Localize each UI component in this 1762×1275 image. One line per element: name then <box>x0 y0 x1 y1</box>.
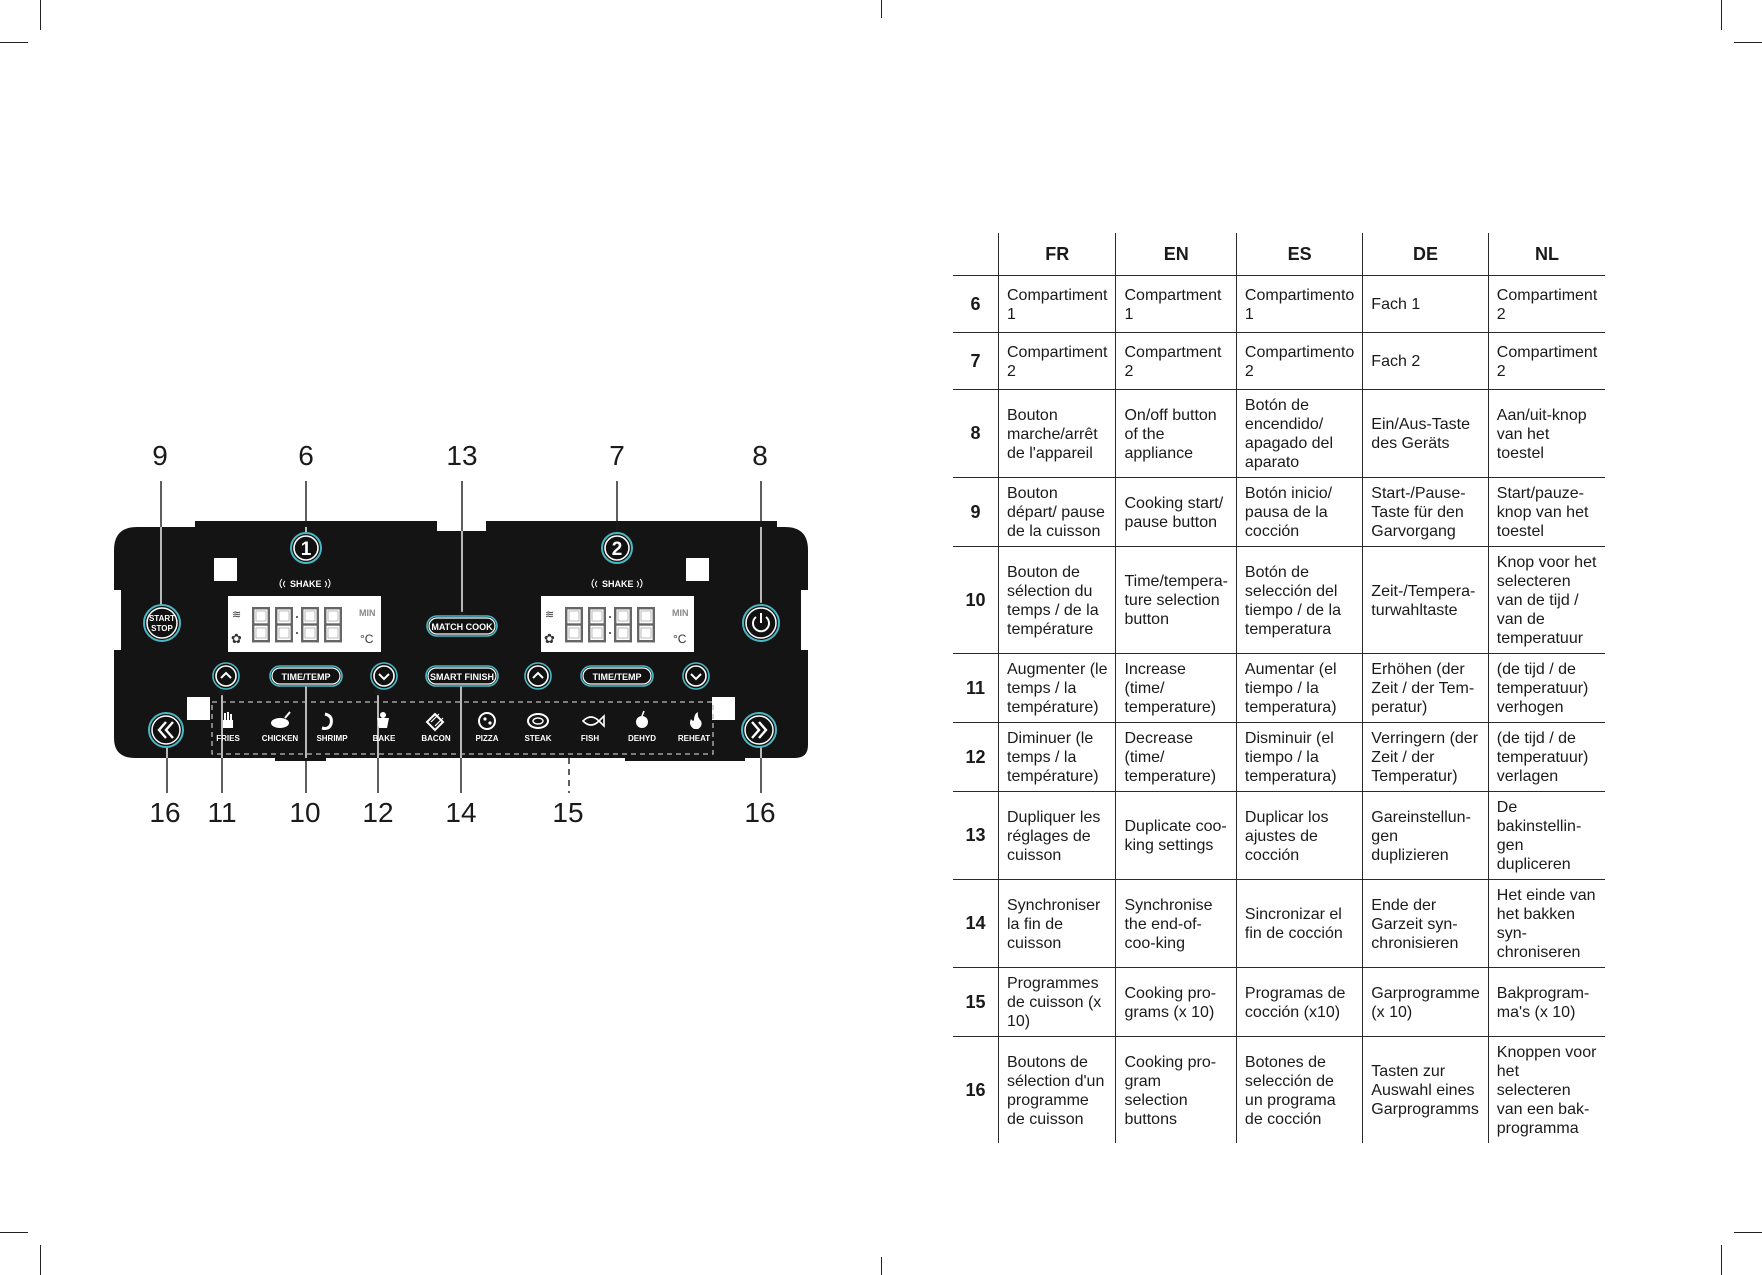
zone-2-badge[interactable] <box>602 533 632 563</box>
control-panel-diagram <box>0 0 880 1275</box>
table-cell: (de tijd / de temperatuur) verlagen <box>1488 723 1605 792</box>
table-cell: Cooking pro-grams (x 10) <box>1116 968 1236 1037</box>
table-header-nl: NL <box>1488 233 1605 276</box>
table-cell: Zeit-/Tempera-turwahltaste <box>1363 547 1488 654</box>
callout-16-left: 16 <box>149 797 181 828</box>
row-number: 7 <box>953 333 999 390</box>
indicator-square <box>712 697 735 720</box>
crop-mark <box>1721 1245 1722 1275</box>
crop-mark <box>1734 1232 1762 1233</box>
svg-text:≋: ≋ <box>545 609 555 621</box>
svg-text:°C: °C <box>673 632 687 646</box>
callout-7: 7 <box>609 440 625 471</box>
svg-text:2: 2 <box>611 539 623 560</box>
start-stop-button[interactable] <box>144 605 180 641</box>
table-cell: Programas de cocción (x10) <box>1236 968 1362 1037</box>
table-cell: Bouton départ/ pause de la cuisson <box>999 478 1116 547</box>
table-cell: Synchroniser la fin de cuisson <box>999 880 1116 968</box>
table-row <box>953 880 1605 968</box>
table-cell: Augmenter (le temps / la température) <box>999 654 1116 723</box>
table-header-corner <box>953 233 999 276</box>
table-header-row <box>953 233 1605 276</box>
table-cell: Time/tempera-ture selection button <box>1116 547 1236 654</box>
table-row <box>953 968 1605 1037</box>
table-cell: Garprogramme (x 10) <box>1363 968 1488 1037</box>
callout-14: 14 <box>445 797 477 828</box>
table-row <box>953 547 1605 654</box>
row-number: 12 <box>953 723 999 792</box>
table-cell: Compartiment 2 <box>999 333 1116 390</box>
table-cell: Aan/uit-knop van het toestel <box>1488 390 1605 478</box>
table-cell: Dupliquer les réglages de cuisson <box>999 792 1116 880</box>
table-cell: Gareinstellun-gen duplizieren <box>1363 792 1488 880</box>
table-header-es: ES <box>1236 233 1362 276</box>
table-cell: Knop voor het selecteren van de tijd / van de temperatuur <box>1488 547 1605 654</box>
table-cell: Diminuer (le temps / la température) <box>999 723 1116 792</box>
program-label[interactable]: BAKE <box>372 734 396 743</box>
table-cell: Bakprogram-ma's (x 10) <box>1488 968 1605 1037</box>
svg-text:1: 1 <box>300 539 312 560</box>
time-temp-button-2[interactable] <box>581 666 653 686</box>
svg-text:≋: ≋ <box>232 609 242 621</box>
row-number: 14 <box>953 880 999 968</box>
svg-text:TIME/TEMP: TIME/TEMP <box>592 672 642 682</box>
callout-12: 12 <box>362 797 394 828</box>
fries-icon <box>223 712 233 728</box>
table-cell: Ein/Aus-Taste des Geräts <box>1363 390 1488 478</box>
table-cell: Fach 1 <box>1363 276 1488 333</box>
indicator-square <box>187 697 210 720</box>
table-cell: Increase (time/ temperature) <box>1116 654 1236 723</box>
callout-6: 6 <box>298 440 314 471</box>
table-cell: Botón inicio/ pausa de la cocción <box>1236 478 1362 547</box>
svg-text:START: START <box>148 614 176 623</box>
table-header-fr: FR <box>999 233 1116 276</box>
table-cell: Compartiment 2 <box>1488 276 1605 333</box>
row-number: 8 <box>953 390 999 478</box>
callout-16-right: 16 <box>744 797 776 828</box>
table-cell: Verringern (der Zeit / der Temperatur) <box>1363 723 1488 792</box>
indicator-square <box>686 558 709 581</box>
crop-mark <box>881 0 882 18</box>
table-cell: Erhöhen (der Zeit / der Tem-peratur) <box>1363 654 1488 723</box>
table-cell: Synchronise the end-of-coo-king <box>1116 880 1236 968</box>
callout-11: 11 <box>207 797 237 828</box>
crop-mark <box>881 1257 882 1275</box>
match-cook-button[interactable] <box>427 616 497 636</box>
program-label[interactable]: FRIES <box>216 734 240 743</box>
display-zone-1 <box>228 596 381 652</box>
table-row <box>953 390 1605 478</box>
table-cell: De bakinstellin-gen dupliceren <box>1488 792 1605 880</box>
crop-mark <box>1734 42 1762 43</box>
table-row <box>953 1037 1605 1144</box>
table-cell: Disminuir (el tiempo / la temperatura) <box>1236 723 1362 792</box>
display-zone-2 <box>541 596 694 652</box>
callout-8: 8 <box>752 440 768 471</box>
table-cell: Botón de encendido/ apagado del aparato <box>1236 390 1362 478</box>
program-prev-button[interactable] <box>149 713 183 747</box>
table-cell: Programmes de cuisson (x 10) <box>999 968 1116 1037</box>
table-cell: Start-/Pause-Taste für den Garvorgang <box>1363 478 1488 547</box>
row-number: 16 <box>953 1037 999 1144</box>
table-cell: Cooking pro-gram selection buttons <box>1116 1037 1236 1144</box>
table-cell: Duplicar los ajustes de cocción <box>1236 792 1362 880</box>
program-label[interactable]: STEAK <box>524 734 552 743</box>
decrease-button-2[interactable] <box>683 663 709 689</box>
table-cell: Compartimento 1 <box>1236 276 1362 333</box>
row-number: 9 <box>953 478 999 547</box>
crop-mark <box>1721 0 1722 30</box>
table-cell: Ende der Garzeit syn-chronisieren <box>1363 880 1488 968</box>
table-cell: On/off button of the appliance <box>1116 390 1236 478</box>
time-temp-button-1[interactable] <box>270 666 342 686</box>
callout-15: 15 <box>552 797 584 828</box>
program-label[interactable]: CHICKEN <box>261 734 299 743</box>
row-number: 11 <box>953 654 999 723</box>
callout-9: 9 <box>152 440 168 471</box>
table-row <box>953 276 1605 333</box>
table-cell: Compartiment 1 <box>999 276 1116 333</box>
table-cell: (de tijd / de temperatuur) verhogen <box>1488 654 1605 723</box>
program-label[interactable]: REHEAT <box>677 734 711 743</box>
table-row <box>953 333 1605 390</box>
program-label[interactable]: BACON <box>421 734 451 743</box>
table-cell: Bouton marche/arrêt de l'appareil <box>999 390 1116 478</box>
table-cell: Boutons de sélection d'un programme de cuisson <box>999 1037 1116 1144</box>
table-cell: Fach 2 <box>1363 333 1488 390</box>
table-cell: Knoppen voor het selecteren van een bak-programma <box>1488 1037 1605 1144</box>
table-cell: Compartiment 2 <box>1488 333 1605 390</box>
svg-text:°C: °C <box>360 632 374 646</box>
table-header-en: EN <box>1116 233 1236 276</box>
fan-icon: ✿ <box>231 632 242 647</box>
table-cell: Duplicate coo-king settings <box>1116 792 1236 880</box>
row-number: 15 <box>953 968 999 1037</box>
shake-label-2: SHAKE <box>602 579 634 589</box>
table-cell: Sincronizar el fin de cocción <box>1236 880 1362 968</box>
table-cell: Decrease (time/ temperature) <box>1116 723 1236 792</box>
svg-text:TIME/TEMP: TIME/TEMP <box>281 672 331 682</box>
zone-1-badge[interactable] <box>291 533 321 563</box>
table-cell: Compartimento 2 <box>1236 333 1362 390</box>
increase-button-2[interactable] <box>525 663 551 689</box>
table-cell: Botón de selección del tiempo / de la temperatura <box>1236 547 1362 654</box>
svg-text:MIN: MIN <box>672 608 689 618</box>
program-label[interactable]: SHRIMP <box>316 734 348 743</box>
table-cell: Aumentar (el tiempo / la temperatura) <box>1236 654 1362 723</box>
program-label[interactable]: FISH <box>580 734 600 743</box>
table-row <box>953 654 1605 723</box>
table-cell: Botones de selección de un programa de cocción <box>1236 1037 1362 1144</box>
table-cell: Compartment 2 <box>1116 333 1236 390</box>
table-row <box>953 478 1605 547</box>
row-number: 6 <box>953 276 999 333</box>
table-cell: Bouton de sélection du temps / de la température <box>999 547 1116 654</box>
callout-13: 13 <box>446 440 478 471</box>
table-cell: Het einde van het bakken syn-chroniseren <box>1488 880 1605 968</box>
program-next-button[interactable] <box>742 713 776 747</box>
table-cell: Start/pauze-knop van het toestel <box>1488 478 1605 547</box>
svg-text:MATCH COOK: MATCH COOK <box>431 622 493 632</box>
program-label[interactable]: PIZZA <box>475 734 499 743</box>
table-cell: Cooking start/ pause button <box>1116 478 1236 547</box>
indicator-square <box>214 558 237 581</box>
svg-text:SMART FINISH: SMART FINISH <box>430 672 494 682</box>
table-row <box>953 792 1605 880</box>
smart-finish-button[interactable] <box>426 666 498 686</box>
fan-icon: ✿ <box>544 632 555 647</box>
table-row <box>953 723 1605 792</box>
increase-button-1[interactable] <box>213 663 239 689</box>
row-number: 10 <box>953 547 999 654</box>
power-button[interactable] <box>743 605 779 641</box>
svg-text:STOP: STOP <box>151 624 173 633</box>
program-label[interactable]: DEHYD <box>627 734 657 743</box>
translation-table <box>953 233 1605 1143</box>
decrease-button-1[interactable] <box>371 663 397 689</box>
callout-10: 10 <box>289 797 321 828</box>
table-header-de: DE <box>1363 233 1488 276</box>
table-cell: Tasten zur Auswahl eines Garprogramms <box>1363 1037 1488 1144</box>
svg-text:MIN: MIN <box>359 608 376 618</box>
table-cell: Compartment 1 <box>1116 276 1236 333</box>
row-number: 13 <box>953 792 999 880</box>
shake-label-1: SHAKE <box>290 579 322 589</box>
